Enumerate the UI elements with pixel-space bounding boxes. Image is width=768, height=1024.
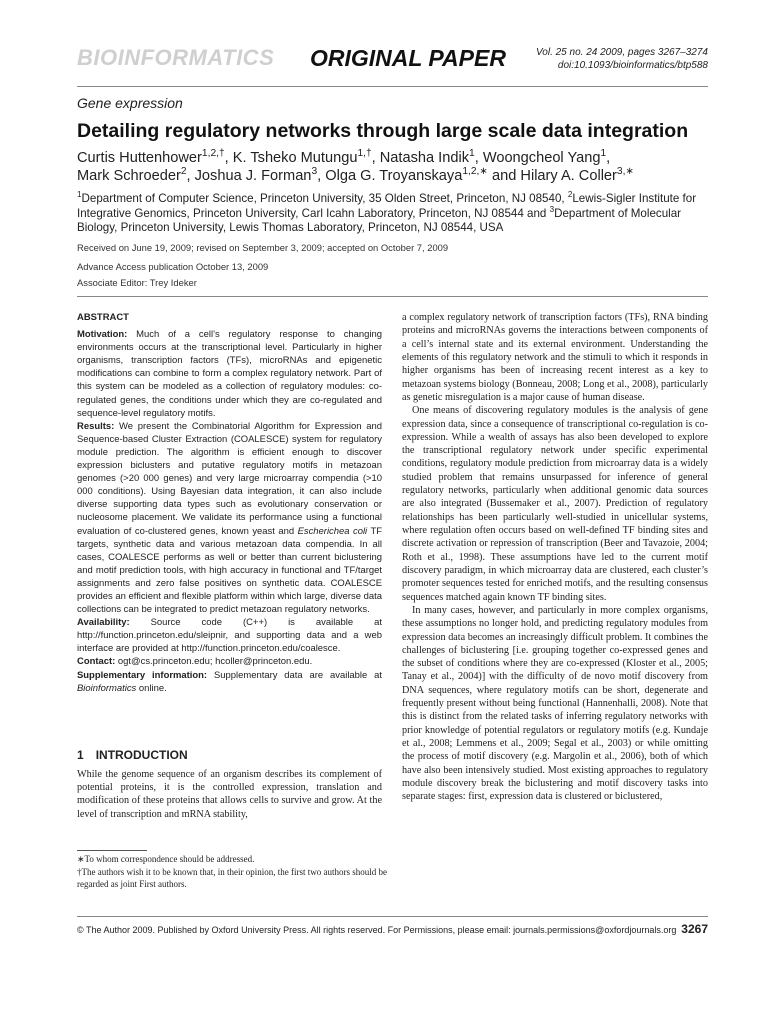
body-paragraph: a complex regulatory network of transcription factors (TFs), RNA binding proteins and microRNAs governs the interactions between components of a cell’s internal state and its external environment. Understanding the elements of this regulatory network and the stimuli to which it responds in higher organisms has been of increasing recent interest as a key to metazoan systems biology (Bonneau, 2008; Long et al., 2008), particularly as genetic misregulation is a major cause of human disease.: [402, 312, 708, 403]
intro-number: 1: [77, 748, 84, 762]
associate-editor: Associate Editor: Trey Ideker: [77, 277, 197, 288]
affiliation: Lewis-Sigler Institute for Integrative Genomics, Princeton University, Carl Icahn Laboratory, Princeton, NJ 08544 and: [77, 192, 697, 220]
affil-sup: 2: [567, 190, 573, 200]
supp-text-2: online.: [136, 682, 167, 694]
author-sup: 1,2,∗: [462, 166, 488, 178]
author: Joshua J. Forman: [194, 168, 312, 184]
contact-text: ogt@cs.princeton.edu; hcoller@princeton.edu.: [117, 656, 313, 668]
results-label: Results:: [77, 420, 115, 432]
results-text-2: TF targets, synthetic data and various metazoan data compendia. In all cases, COALESCE performs as well or better than current biclustering and motif prediction tools, with high accuracy in functional and TF/target assignments and zero false positives on synthetic data. COALESCE provides an efficient and flexible platform within which large, diverse data collections can be integrated to predict metazoan regulatory networks.: [77, 525, 382, 616]
author-sup: 2: [180, 166, 187, 178]
footnote-correspondence: ∗To whom correspondence should be addressed.: [77, 854, 255, 864]
contact-label: Contact:: [77, 656, 116, 668]
footnote-joint-authors: †The authors wish it to be known that, in their opinion, the first two authors should be regarded as joint First authors.: [77, 867, 387, 889]
author: Hilary A. Coller: [520, 168, 617, 184]
abstract: [77, 311, 382, 695]
affil-sup: 1: [77, 190, 82, 200]
doi-line: doi:10.1093/bioinformatics/btp588: [557, 60, 708, 71]
right-column: [402, 311, 708, 804]
footnote-rule: [77, 850, 147, 851]
motivation-text: Much of a cell’s regulatory response to changing environments occurs at the transcriptional level. Particularly in higher organisms, transcription factors (TFs), microRNAs and epigenetic modifications can combine to form a complex regulatory network. Part of this system can be modeled as a collection of regulatory modules: co-regulated genes, the conditions under which they are co-regulated and sequence-level regulatory motifs.: [77, 329, 383, 419]
availability-text: Source code (C++) is available at http://function.princeton.edu/sleipnir, and supporting data and a web interface are provided at http://function.princeton.edu/coalesce.: [77, 617, 383, 655]
author-sup: 1: [600, 148, 607, 160]
author: Woongcheol Yang: [482, 150, 601, 166]
author: Curtis Huttenhower: [77, 150, 202, 166]
page-number: 3267: [681, 922, 708, 936]
section-label: Gene expression: [77, 95, 183, 111]
author: Mark Schroeder: [77, 168, 181, 184]
supp-label: Supplementary information:: [77, 669, 208, 681]
author: Natasha Indik: [379, 150, 470, 166]
paper-title: Detailing regulatory networks through large scale data integration: [77, 120, 689, 142]
author-sup: 1,†: [357, 148, 372, 160]
intro-body: [77, 768, 382, 821]
author-sup: 3: [311, 166, 318, 178]
copyright-line: © The Author 2009. Published by Oxford University Press. All rights reserved. For Permissions, please email: journals.permissions@oxfordjournals.org: [77, 925, 677, 935]
journal-name: BIOINFORMATICS: [77, 45, 275, 70]
intro-heading: [77, 748, 200, 762]
intro-title: INTRODUCTION: [95, 748, 188, 762]
volume-line: Vol. 25 no. 24 2009, pages 3267–3274: [535, 47, 708, 58]
abstract-rule: [77, 296, 708, 297]
header-rule: [77, 86, 708, 87]
body-paragraph: One means of discovering regulatory modules is the analysis of gene expression data, since a consequence of transcriptional co-regulation is co-expression. While a wealth of assays has also been developed to explore the transcriptional regulatory network under specific experimental conditions, regulatory module prediction from microarray data is a widely studied problem that remains unsurpassed for inference of general regulatory networks, particularly when additional genomic data sources are also integrated (Bussemaker et al., 2007). Prediction of regulatory relationships has been particularly well-studied in unicellular systems, where regulation often occurs based on well-defined TF binding sites and discrete activation or repression of transcription (Beer and Tavazoie, 2004; Roth et al., 1998). These assumptions have led to the current motif discovery paradigm, in which microarray data are clustered, each cluster’s promoter sequences tested for enriched motifs, and the resulting consensus sequences matched again known TF binding sites.: [402, 405, 708, 603]
advance-access: Advance Access publication October 13, 2009: [77, 261, 269, 272]
availability-label: Availability:: [77, 617, 130, 629]
author-sup: 1: [469, 148, 475, 160]
footer-rule: [77, 916, 708, 917]
volume-info: [536, 46, 708, 72]
affiliation: Department of Molecular Biology, Princeton University, Lewis Thomas Laboratory, Princeton, NJ 08544, USA: [77, 206, 682, 234]
paper-type: ORIGINAL PAPER: [310, 45, 506, 71]
results-text: We present the Combinatorial Algorithm for Expression and Sequence-based Cluster Extraction (COALESCE) system for regulatory module prediction. The algorithm is efficient enough to discover expression biclusters and putative regulatory motifs in metazoan genomes (>20 000 genes) and very large microarray compendia (>10 000 conditions). Using Bayesian data integration, it can also include diverse supporting data types such as evolutionary conservation or nucleosome placement. We validate its performance using a functional evaluation of co-clustered genes, known yeast and: [77, 420, 383, 537]
affiliations: [77, 192, 717, 236]
author-list: Curtis Huttenhower$^{1,2,\dagger}$, K. Tsheko Mutungu$^{1,\dagger}$, Natasha Indik$^1$, Woongcheol Yang$^1$, Mark Schroeder$^2$, Joshua J. Forman$^3$, Olga G. Troyanskaya$^{1,2,∗}$ and Hilary A. Coller$^{3,∗}$: [77, 148, 635, 184]
motivation-label: Motivation:: [77, 329, 128, 341]
author-sup: 1,2,†: [201, 148, 225, 160]
author-sup: 3,∗: [616, 166, 635, 178]
author: K. Tsheko Mutungu: [232, 150, 358, 166]
supp-italic: Bioinformatics: [77, 682, 137, 694]
supp-text: Supplementary data are available at: [213, 669, 382, 681]
results-italic: Escherichea coli: [297, 525, 368, 537]
body-paragraph: In many cases, however, and particularly in more complex organisms, these assumptions no longer hold, and predicting regulatory modules from expression data becomes an increasingly difficult problem. It combines the challenges of biclustering [i.e. grouping together co-expressed genes and the subset of conditions where they are co-expressed (Kloster et al., 2005; Tanay et al., 2004)] with the difficulty of de novo motif discovery from DNA sequences, where regulatory motifs can be short, degenerate and frequently present without being functional (Hannenhalli, 2008). Note that this is distinct from the related tasks of inferring regulatory networks with prior knowledge of potential regulators or regulatory motifs (e.g. Kundaje et al., 2008; Lemmens et al., 2009; Segal et al., 2003) or while omitting the process of motif discovery (e.g. Margolin et al., 2006), both of which have also been intensively studied. Most existing approaches to regulatory module discovery break the biclustering and motif discovery tasks into separate stages: first, expression data is clustered or biclustered,: [402, 604, 708, 803]
author: Olga G. Troyanskaya: [325, 168, 463, 184]
affil-sup: 3: [549, 204, 555, 214]
intro-paragraph: While the genome sequence of an organism describes its complement of potential proteins, it is the controlled expression, translation and modification of these proteins that allows cells to survive and grow. At the level of transcription and mRNA stability,: [77, 769, 382, 820]
affiliation: Department of Computer Science, Princeton University, 35 Olden Street, Princeton, NJ 08540,: [81, 192, 568, 205]
received-dates: Received on June 19, 2009; revised on September 3, 2009; accepted on October 7, 2009: [77, 242, 449, 253]
abstract-heading: ABSTRACT: [77, 312, 129, 323]
